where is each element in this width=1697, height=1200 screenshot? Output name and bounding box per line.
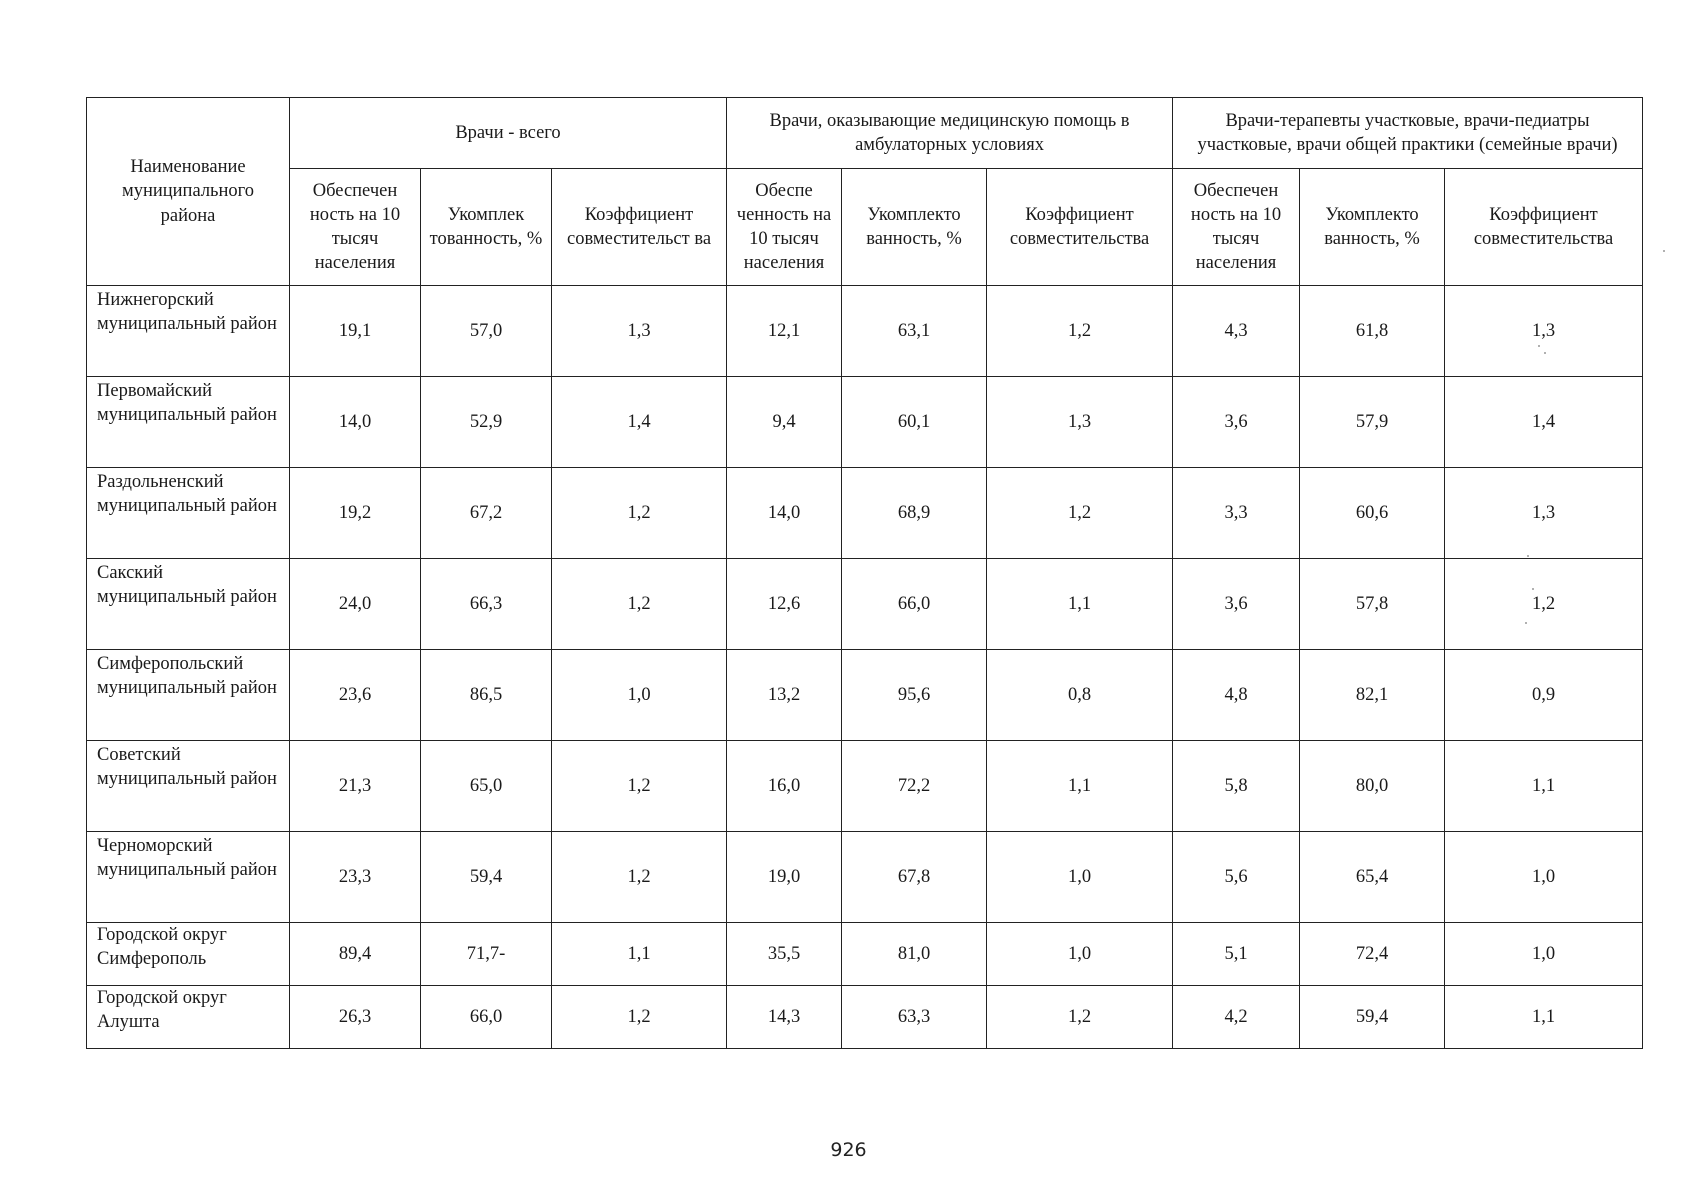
value-cell: 19,2 [290,468,421,559]
value-cell: 65,0 [421,741,552,832]
value-cell: 3,6 [1173,377,1300,468]
value-cell: 5,8 [1173,741,1300,832]
table-row [87,986,1643,1049]
value-cell: 1,2 [552,741,727,832]
value-cell: 1,1 [987,741,1173,832]
subheader-cell: Укомплекто ванность, % [842,169,987,286]
statistics-table [86,97,1643,1049]
value-cell: 1,4 [552,377,727,468]
scan-speck [1538,345,1540,347]
value-cell: 59,4 [1300,986,1445,1049]
value-cell: 95,6 [842,650,987,741]
value-cell: 12,6 [727,559,842,650]
value-cell: 3,3 [1173,468,1300,559]
value-cell: 0,9 [1445,650,1643,741]
row-name-cell: Черноморский муниципальный район [87,832,290,923]
header-group-district-doctors: Врачи-терапевты участковые, врачи-педиатры участковые, врачи общей практики (семейные врачи) [1173,98,1643,169]
scan-speck [1663,250,1665,252]
row-name-cell: Нижнегорский муниципальный район [87,286,290,377]
value-cell: 60,1 [842,377,987,468]
value-cell: 72,2 [842,741,987,832]
value-cell: 16,0 [727,741,842,832]
value-cell: 9,4 [727,377,842,468]
value-cell: 1,2 [552,559,727,650]
value-cell: 1,1 [1445,986,1643,1049]
row-name-cell: Сакский муниципальный район [87,559,290,650]
value-cell: 63,3 [842,986,987,1049]
value-cell: 19,1 [290,286,421,377]
subheader-cell: Укомплек тованность, % [421,169,552,286]
table-row [87,832,1643,923]
value-cell: 81,0 [842,923,987,986]
value-cell: 66,0 [842,559,987,650]
header-group-doctors-total: Врачи - всего [290,98,727,169]
table-row [87,286,1643,377]
header-group-ambulatory-doctors: Врачи, оказывающие медицинскую помощь в амбулаторных условиях [727,98,1173,169]
value-cell: 35,5 [727,923,842,986]
row-name-cell: Городской округ Симферополь [87,923,290,986]
value-cell: 61,8 [1300,286,1445,377]
value-cell: 59,4 [421,832,552,923]
value-cell: 1,0 [1445,832,1643,923]
table-row [87,923,1643,986]
value-cell: 26,3 [290,986,421,1049]
value-cell: 1,0 [1445,923,1643,986]
value-cell: 60,6 [1300,468,1445,559]
value-cell: 14,0 [290,377,421,468]
value-cell: 12,1 [727,286,842,377]
value-cell: 1,3 [552,286,727,377]
value-cell: 57,9 [1300,377,1445,468]
value-cell: 1,4 [1445,377,1643,468]
value-cell: 1,1 [1445,741,1643,832]
value-cell: 67,8 [842,832,987,923]
value-cell: 5,1 [1173,923,1300,986]
value-cell: 23,6 [290,650,421,741]
table-row [87,377,1643,468]
value-cell: 1,0 [987,832,1173,923]
row-name-cell: Городской округ Алушта [87,986,290,1049]
value-cell: 24,0 [290,559,421,650]
value-cell: 86,5 [421,650,552,741]
value-cell: 1,2 [987,468,1173,559]
header-group-row [87,98,1643,169]
scan-speck [1544,352,1546,354]
value-cell: 5,6 [1173,832,1300,923]
value-cell: 72,4 [1300,923,1445,986]
value-cell: 1,2 [552,986,727,1049]
subheader-cell: Коэффициент совместительства [987,169,1173,286]
value-cell: 1,0 [552,650,727,741]
scan-speck [1532,588,1534,590]
value-cell: 1,2 [1445,559,1643,650]
value-cell: 67,2 [421,468,552,559]
value-cell: 21,3 [290,741,421,832]
value-cell: 14,3 [727,986,842,1049]
value-cell: 1,2 [987,986,1173,1049]
value-cell: 68,9 [842,468,987,559]
value-cell: 57,0 [421,286,552,377]
value-cell: 57,8 [1300,559,1445,650]
table-row [87,741,1643,832]
value-cell: 66,0 [421,986,552,1049]
value-cell: 65,4 [1300,832,1445,923]
subheader-cell: Коэффициент совместительст ва [552,169,727,286]
value-cell: 1,3 [987,377,1173,468]
value-cell: 3,6 [1173,559,1300,650]
value-cell: 0,8 [987,650,1173,741]
header-sub-row [87,169,1643,286]
table-body [87,286,1643,1049]
value-cell: 4,8 [1173,650,1300,741]
row-name-cell: Первомайский муниципальный район [87,377,290,468]
value-cell: 1,1 [987,559,1173,650]
subheader-cell: Обеспечен ность на 10 тысяч населения [290,169,421,286]
scan-speck [1525,622,1527,624]
value-cell: 1,1 [552,923,727,986]
value-cell: 19,0 [727,832,842,923]
page-number: 926 [830,1139,867,1161]
value-cell: 52,9 [421,377,552,468]
table-row [87,559,1643,650]
value-cell: 63,1 [842,286,987,377]
scan-speck [1527,555,1529,557]
row-name-cell: Раздольненский муниципальный район [87,468,290,559]
value-cell: 1,3 [1445,468,1643,559]
value-cell: 13,2 [727,650,842,741]
value-cell: 80,0 [1300,741,1445,832]
table-row [87,468,1643,559]
value-cell: 14,0 [727,468,842,559]
value-cell: 66,3 [421,559,552,650]
header-name-column: Наименование муниципального района [87,98,290,286]
subheader-cell: Коэффициент совместительства [1445,169,1643,286]
value-cell: 89,4 [290,923,421,986]
subheader-cell: Укомплекто ванность, % [1300,169,1445,286]
subheader-cell: Обеспечен ность на 10 тысяч населения [1173,169,1300,286]
value-cell: 4,3 [1173,286,1300,377]
subheader-cell: Обеспе ченность на 10 тысяч населения [727,169,842,286]
value-cell: 1,2 [987,286,1173,377]
row-name-cell: Советский муниципальный район [87,741,290,832]
row-name-cell: Симферопольский муниципальный район [87,650,290,741]
value-cell: 71,7- [421,923,552,986]
value-cell: 1,2 [552,468,727,559]
value-cell: 23,3 [290,832,421,923]
value-cell: 1,0 [987,923,1173,986]
value-cell: 1,3 [1445,286,1643,377]
value-cell: 82,1 [1300,650,1445,741]
table-row [87,650,1643,741]
value-cell: 1,2 [552,832,727,923]
value-cell: 4,2 [1173,986,1300,1049]
